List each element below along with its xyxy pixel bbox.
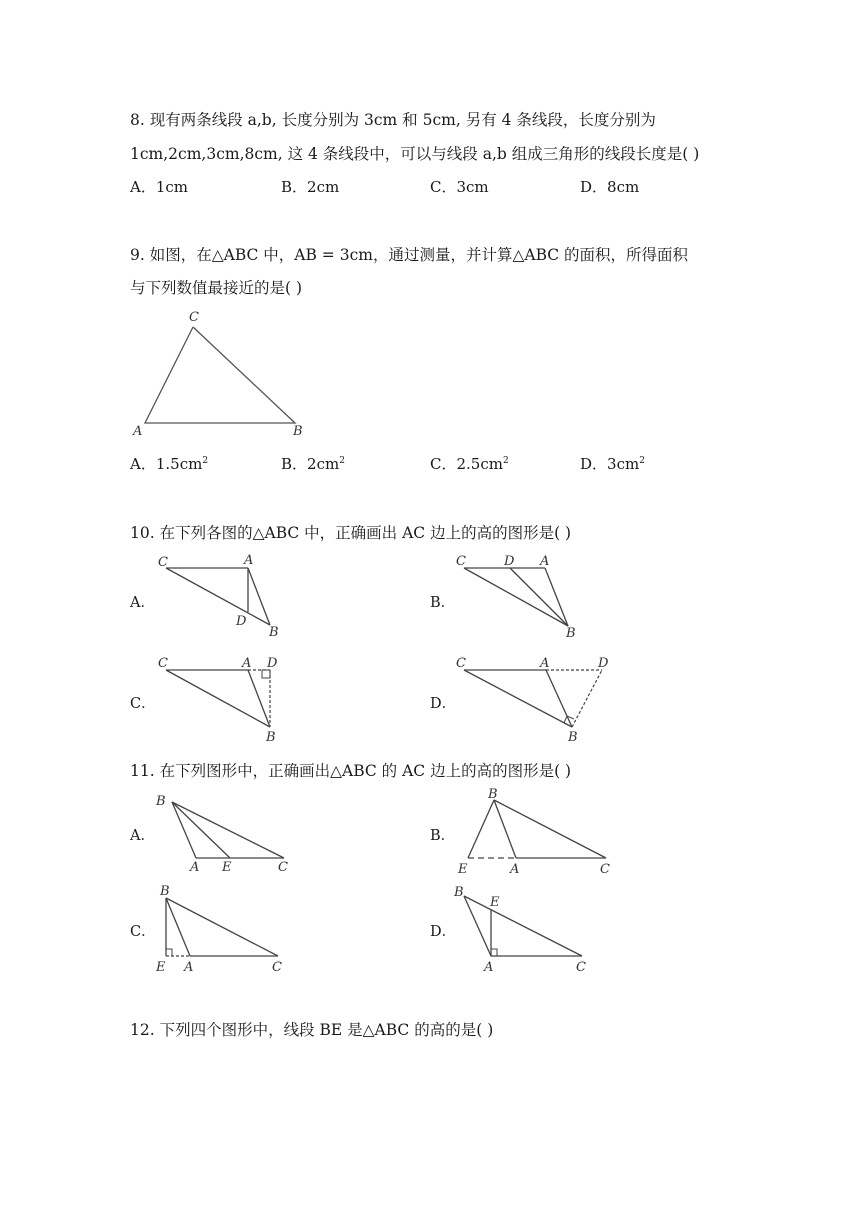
svg-text:A: A (484, 960, 494, 975)
svg-text:B: B (266, 730, 276, 745)
q10-option-c-label: C． (130, 696, 156, 712)
q9-line2: 与下列数值最接近的是( ) (130, 279, 303, 297)
svg-text:C: C (278, 860, 288, 875)
svg-text:B: B (156, 794, 166, 809)
svg-text:A: A (540, 554, 550, 569)
q11-figure-a (150, 790, 300, 875)
svg-text:C: C (158, 656, 168, 671)
q9-label-b: B (293, 424, 303, 439)
svg-text:B: B (160, 884, 170, 899)
svg-text:B: B (454, 885, 464, 900)
q10-option-b-label: B． (430, 595, 456, 611)
q8-line2: 1cm,2cm,3cm,8cm, 这 4 条线段中，可以与线段 a,b 组成三角形的线段长度是( ) (130, 145, 700, 163)
svg-text:C: C (456, 656, 466, 671)
q10-figure-b (450, 550, 600, 645)
q9-option-a: A．$1.5cm^2$ (130, 455, 209, 473)
svg-text:E: E (222, 860, 232, 875)
q10-option-a-label: A． (130, 595, 155, 611)
svg-text:E: E (490, 895, 500, 910)
q11-option-a-label: A． (130, 828, 155, 844)
svg-text:C: C (576, 960, 586, 975)
svg-text:E: E (458, 862, 468, 877)
svg-text:D: D (504, 554, 515, 569)
q10-figure-a (150, 550, 300, 645)
q9-line1: 9. 如图，在△ABC 中，AB = 3cm，通过测量，并计算△ABC 的面积，所得面积 (130, 246, 689, 264)
svg-text:C: C (600, 862, 610, 877)
svg-text:A: A (242, 656, 252, 671)
svg-text:C: C (456, 554, 466, 569)
svg-text:B: B (568, 730, 578, 745)
q9-option-d: D．$3cm^2$ (580, 455, 645, 473)
q11-line1: 11. 在下列图形中，正确画出△ABC 的 AC 边上的高的图形是( ) (130, 762, 572, 780)
q10-line1: 10. 在下列各图的△ABC 中，正确画出 AC 边上的高的图形是( ) (130, 524, 572, 542)
svg-text:A: A (244, 553, 254, 568)
svg-text:D: D (598, 656, 609, 671)
q11-option-d-label: D． (430, 924, 457, 940)
q9-triangle-figure (125, 305, 325, 440)
q11-figure-b (450, 786, 620, 878)
svg-text:C: C (158, 555, 168, 570)
q9-option-b: B．$2cm^2$ (281, 455, 345, 473)
q9-label-a: A (133, 424, 143, 439)
q8-option-b: B．2cm (281, 178, 340, 196)
svg-text:D: D (236, 614, 247, 629)
svg-text:A: A (540, 656, 550, 671)
q11-figure-c (150, 882, 300, 977)
svg-text:A: A (184, 960, 194, 975)
svg-text:B: B (566, 626, 576, 641)
svg-text:D: D (267, 656, 278, 671)
q11-option-b-label: B． (430, 828, 456, 844)
svg-text:C: C (272, 960, 282, 975)
svg-text:A: A (190, 860, 200, 875)
q11-option-c-label: C． (130, 924, 156, 940)
q12-line1: 12. 下列四个图形中，线段 BE 是△ABC 的高的是( ) (130, 1021, 494, 1039)
q11-figure-d (450, 882, 600, 977)
q8-option-d: D．8cm (580, 178, 640, 196)
svg-text:E: E (156, 960, 166, 975)
svg-text:B: B (488, 787, 498, 802)
q8-line1: 8. 现有两条线段 a,b, 长度分别为 3cm 和 5cm, 另有 4 条线段，长度分别为 (130, 111, 656, 129)
q9-label-c: C (189, 310, 199, 325)
svg-text:B: B (269, 625, 279, 640)
q10-figure-d (450, 652, 620, 747)
q9-option-c: C．$2.5cm^2$ (430, 455, 509, 473)
q8-option-c: C．3cm (430, 178, 489, 196)
q10-option-d-label: D． (430, 696, 457, 712)
svg-text:A: A (510, 862, 520, 877)
q8-option-a: A．1cm (130, 178, 189, 196)
q10-figure-c (150, 652, 300, 747)
